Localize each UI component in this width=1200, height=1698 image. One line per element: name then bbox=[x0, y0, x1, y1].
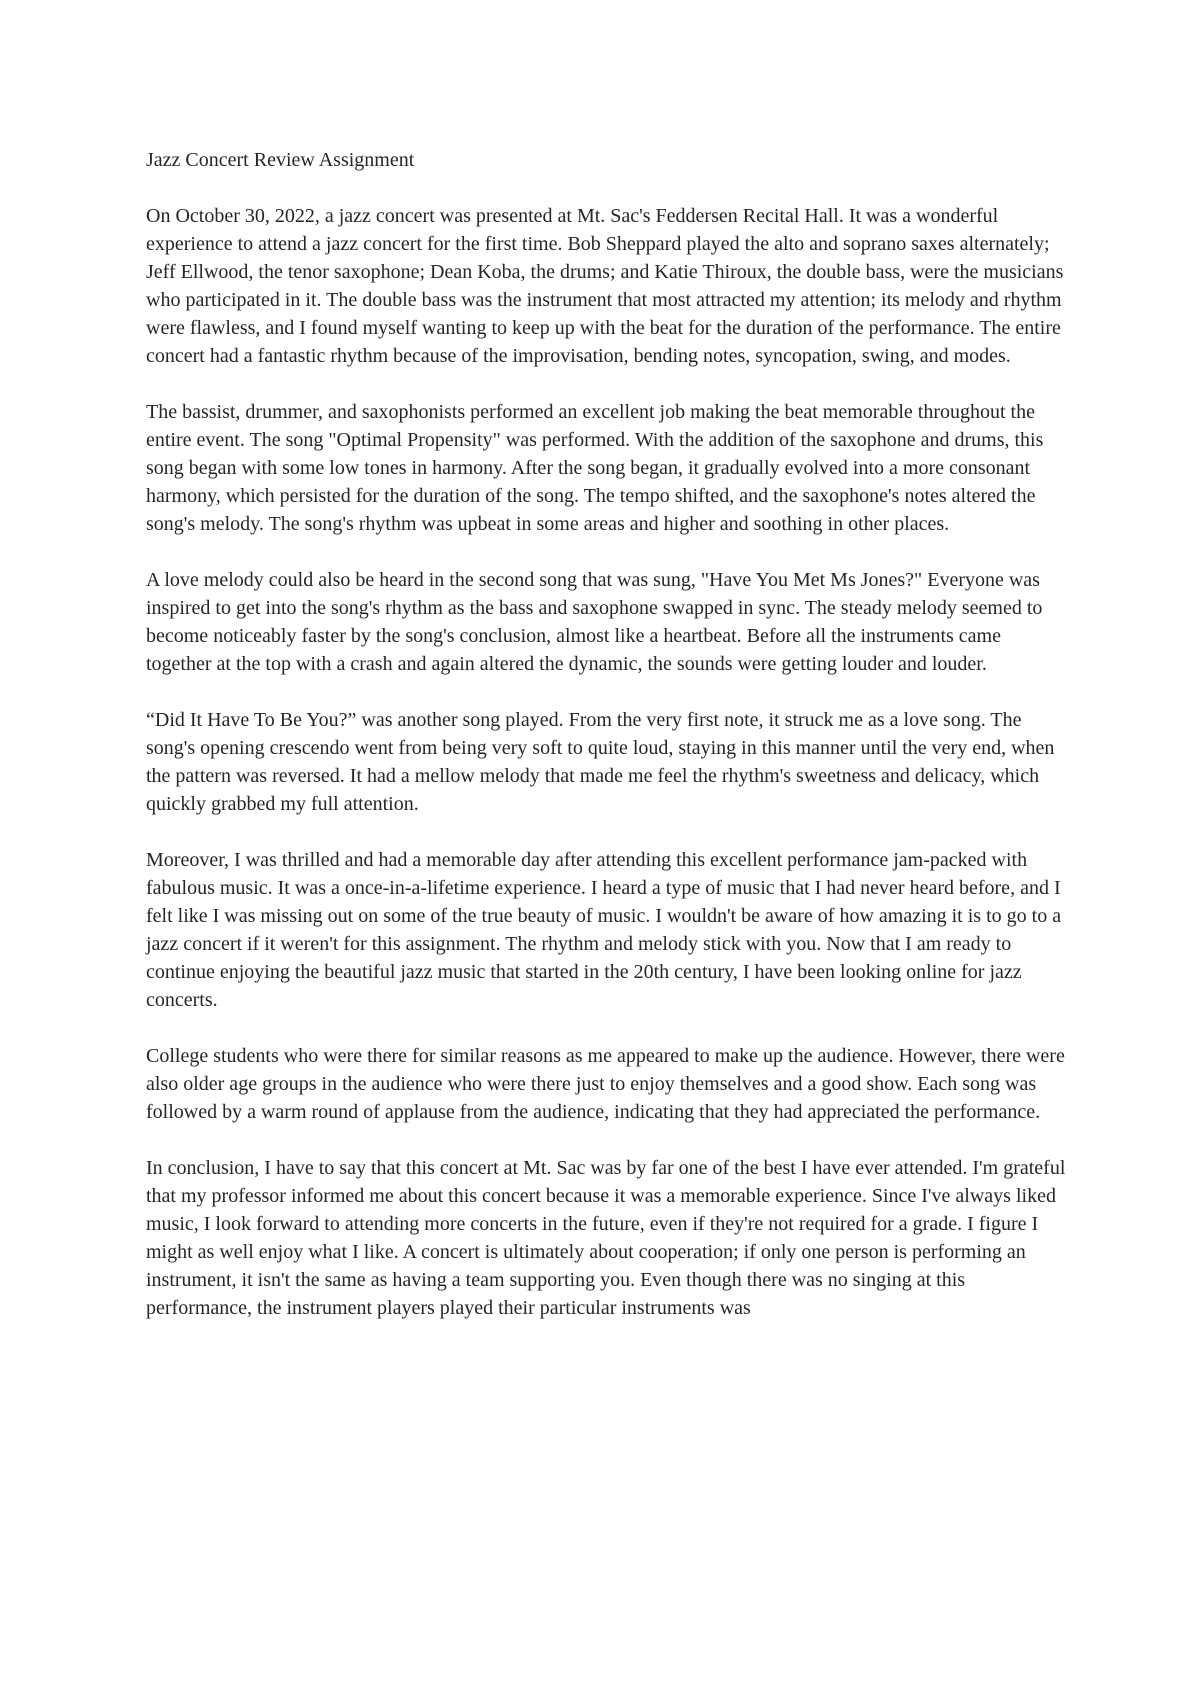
document-title: Jazz Concert Review Assignment bbox=[146, 149, 415, 171]
paragraph-audience: College students who were there for similar reasons as me appeared to make up the audience. However, there were also older age groups in the audience who were there just to enjoy themselves and a good show. Each song was followed by a warm round of applause from the audience, indicating that they had appreciated the performance. bbox=[146, 1045, 1065, 1123]
paragraph-did-it-have-to-be-you: “Did It Have To Be You?” was another song played. From the very first note, it struck me as a love song. The song's opening crescendo went from being very soft to quite loud, staying in this manner until the very end, when the pattern was reversed. It had a mellow melody that made me feel the rhythm's sweetness and delicacy, which quickly grabbed my full attention. bbox=[146, 709, 1055, 815]
paragraph-experience: Moreover, I was thrilled and had a memorable day after attending this excellent performance jam-packed with fabulous music. It was a once-in-a-lifetime experience. I heard a type of music that I had never heard before, and I felt like I was missing out on some of the true beauty of music. I wouldn't be aware of how amazing it is to go to a jazz concert if it weren't for this assignment. The rhythm and melody stick with you. Now that I am ready to continue enjoying the beautiful jazz music that started in the 20th century, I have been looking online for jazz concerts. bbox=[146, 849, 1062, 1011]
paragraph-optimal-propensity: The bassist, drummer, and saxophonists performed an excellent job making the beat memorable throughout the entire event. The song "Optimal Propensity" was performed. With the addition of the saxophone and drums, this song began with some low tones in harmony. After the song began, it gradually evolved into a more consonant harmony, which persisted for the duration of the song. The tempo shifted, and the saxophone's notes altered the song's melody. The song's rhythm was upbeat in some areas and higher and soothing in other places. bbox=[146, 401, 1044, 535]
paragraph-intro: On October 30, 2022, a jazz concert was presented at Mt. Sac's Feddersen Recital Hall. It was a wonderful experience to attend a jazz concert for the first time. Bob Sheppard played the alto and soprano saxes alternately; Jeff Ellwood, the tenor saxophone; Dean Koba, the drums; and Katie Thiroux, the double bass, were the musicians who participated in it. The double bass was the instrument that most attracted my attention; its melody and rhythm were flawless, and I found myself wanting to keep up with the beat for the duration of the performance. The entire concert had a fantastic rhythm because of the improvisation, bending notes, syncopation, swing, and modes. bbox=[146, 205, 1064, 367]
paragraph-conclusion: In conclusion, I have to say that this concert at Mt. Sac was by far one of the best I have ever attended. I'm grateful that my professor informed me about this concert because it was a memorable experience. Since I've always liked music, I look forward to attending more concerts in the future, even if they're not required for a grade. I figure I might as well enjoy what I like. A concert is ultimately about cooperation; if only one person is performing an instrument, it isn't the same as having a team supporting you. Even though there was no singing at this performance, the instrument players played their particular instruments was bbox=[146, 1157, 1066, 1319]
paragraph-have-you-met-ms-jones: A love melody could also be heard in the second song that was sung, "Have You Met Ms Jones?" Everyone was inspired to get into the song's rhythm as the bass and saxophone swapped in sync. The steady melody seemed to become noticeably faster by the song's conclusion, almost like a heartbeat. Before all the instruments came together at the top with a crash and again altered the dynamic, the sounds were getting louder and louder. bbox=[146, 569, 1043, 675]
document-body bbox=[146, 146, 1066, 1350]
